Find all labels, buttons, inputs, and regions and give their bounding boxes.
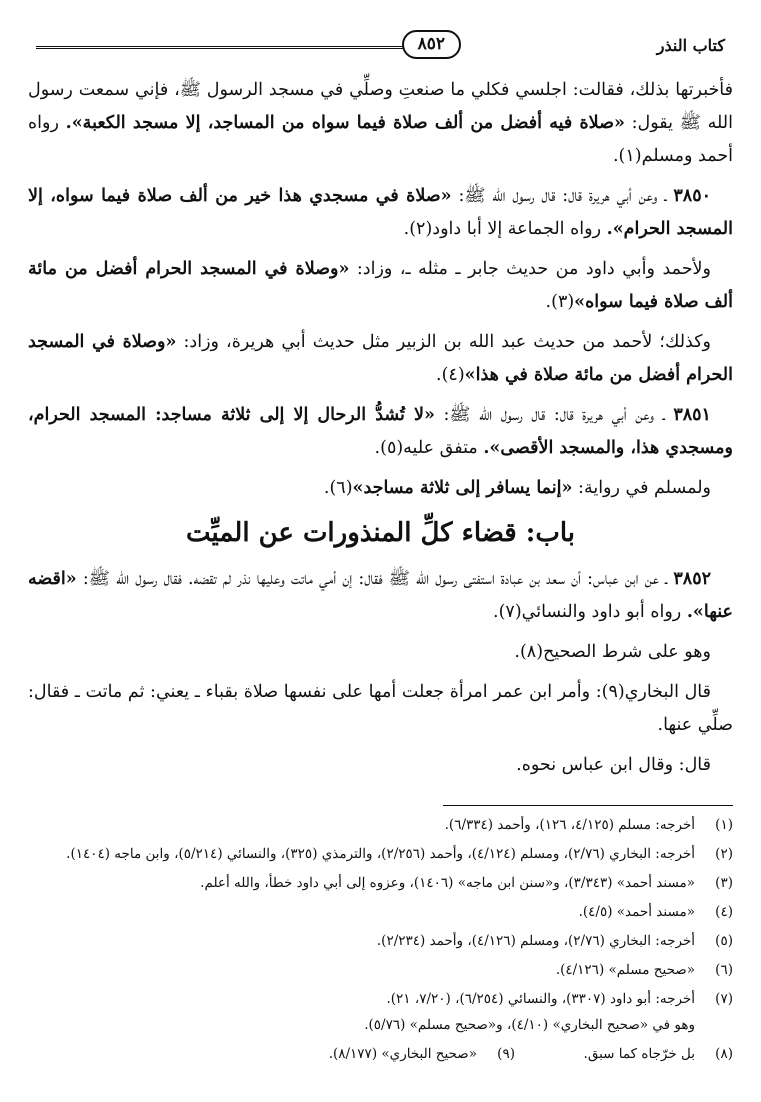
footnote (28, 928, 733, 954)
footnote-number: (٢) (715, 846, 733, 862)
hadith-text: «وصلاة في المسجد الحرام أفضل من مائة صلاة في هذا» (28, 332, 733, 385)
footnote-text: أخرجه: البخاري (٢/٧٦)، ومسلم (٤/١٢٦)، وأحمد (٢/٢٣٤). (376, 933, 695, 949)
footnote-text: وهو في «صحيح البخاري» (٤/١٠)، و«صحيح مسلم» (٥/٧٦). (364, 1017, 695, 1033)
hadith-text: «اقضه عنها». (28, 569, 733, 622)
page-header (30, 28, 731, 68)
footnote-number: (٧) (715, 991, 733, 1007)
paragraph-6: قال البخاري(٩): وأمر ابن عمر امرأة جعلت أمها على نفسها صلاة بقباء ـ يعني: ثم ماتت ـ فقال: صلِّي عنها. (28, 682, 733, 735)
footnote-number: (٣) (715, 875, 733, 891)
footnote-number: (٨) (715, 1046, 733, 1062)
header-rule (36, 46, 426, 49)
hadith-text: «صلاة فيه أفضل من ألف صلاة فيما سواه من المساجد، إلا مسجد الكعبة». (65, 113, 625, 133)
paragraph-3: وكذلك؛ لأحمد من حديث عبد الله بن الزبير مثل حديث أبي هريرة، وزاد: «وصلاة في المسجد الحرام أفضل من مائة صلاة في هذا»(٤). (28, 332, 733, 385)
hadith-3850: ٣٨٥٠ ـ وعن أبي هريرة قال: قال رسول الله ﷺ: «صلاة في مسجدي هذا خير من ألف صلاة فيما سواه، إلا المسجد الحرام». رواه الجماعة إلا أبا داود(٢). (28, 186, 733, 239)
hadith-text: «صلاة في مسجدي هذا خير من ألف صلاة فيما سواه، إلا المسجد الحرام». (28, 186, 733, 239)
footnote-divider (443, 805, 733, 806)
main-text (28, 74, 733, 789)
footnote-number: (٤) (715, 904, 733, 920)
footnote-number: (٩) (497, 1046, 515, 1062)
paragraph-7: قال: وقال ابن عباس نحوه. (516, 755, 711, 775)
footnote-text: «مسند أحمد» (٣/٣٤٣)، و«سنن ابن ماجه» (١٤٠٦)، وعزوه إلى أبي داود خطأ، والله أعلم. (200, 875, 695, 891)
footnote (28, 986, 733, 1038)
paragraph-1: فأخبرتها بذلك، فقالت: اجلسي فكلي ما صنعتِ وصلِّي في مسجد الرسول ﷺ، فإني سمعت رسول الله ﷺ يقول: «صلاة فيه أفضل من ألف صلاة فيما سواه من المساجد، إلا مسجد الكعبة». رواه أحمد ومسلم(١). (28, 80, 733, 166)
footnote-text: أخرجه: مسلم (٤/١٢٥، ١٢٦)، وأحمد (٦/٣٣٤). (444, 817, 695, 833)
footnote-text: أخرجه: البخاري (٢/٧٦)، ومسلم (٤/١٢٤)، وأحمد (٢/٢٥٦)، والترمذي (٣٢٥)، والنسائي (٥/٢١٤)، وابن ماجه (١٤٠٤). (66, 846, 695, 862)
paragraph-2: ولأحمد وأبي داود من حديث جابر ـ مثله ـ، وزاد: «وصلاة في المسجد الحرام أفضل من مائة ألف صلاة فيما سواه»(٣). (28, 259, 733, 312)
footnotes (28, 812, 733, 1070)
footnote (28, 957, 733, 983)
hadith-number: ٣٨٥٢ (673, 569, 711, 589)
paragraph-5: وهو على شرط الصحيح(٨). (514, 642, 711, 662)
hadith-3852: ٣٨٥٢ ـ عن ابن عباس: أن سعد بن عبادة استفتى رسول الله ﷺ فقال: إن أمي ماتت وعليها نذر لم تقضه. فقال رسول الله ﷺ: «اقضه عنها». رواه أبو داود والنسائي(٧). (28, 569, 733, 622)
footnote-text: بل خرّجاه كما سبق. (583, 1046, 695, 1062)
footnote (28, 812, 733, 838)
book-title: كتاب النذر (656, 36, 725, 55)
footnote (28, 841, 733, 867)
hadith-text: «إنما يسافر إلى ثلاثة مساجد» (352, 478, 573, 498)
footnote-text: «صحيح البخاري» (٨/١٧٧). (328, 1046, 477, 1062)
hadith-text: «وصلاة في المسجد الحرام أفضل من مائة ألف صلاة فيما سواه» (28, 259, 733, 312)
page-number: ٨٥٢ (402, 30, 461, 59)
footnote-number: (٥) (715, 933, 733, 949)
footnote-text: «مسند أحمد» (٤/٥). (578, 904, 695, 920)
footnote-text: أخرجه: أبو داود (٣٣٠٧)، والنسائي (٦/٢٥٤)، (٧/٢٠، ٢١). (386, 991, 695, 1007)
footnote (28, 870, 733, 896)
paragraph-4: ولمسلم في رواية: «إنما يسافر إلى ثلاثة مساجد»(٦). (323, 478, 711, 498)
hadith-3851: ٣٨٥١ ـ وعن أبي هريرة قال: قال رسول الله ﷺ: «لا تُشدُّ الرحال إلا إلى ثلاثة مساجد: المسجد الحرام، ومسجدي هذا، والمسجد الأقصى». متفق عليه(٥). (28, 405, 733, 458)
footnote-number: (١) (715, 817, 733, 833)
hadith-text: «لا تُشدُّ الرحال إلا إلى ثلاثة مساجد: المسجد الحرام، ومسجدي هذا، والمسجد الأقصى». (28, 405, 733, 458)
hadith-number: ٣٨٥١ (673, 405, 711, 425)
footnote-text: «صحيح مسلم» (٤/١٢٦). (555, 962, 695, 978)
chapter-heading: باب: قضاء كلِّ المنذورات عن الميِّت (185, 518, 576, 548)
footnote-number: (٦) (715, 962, 733, 978)
footnote (28, 899, 733, 925)
footnote (28, 1041, 733, 1067)
hadith-number: ٣٨٥٠ (673, 186, 711, 206)
